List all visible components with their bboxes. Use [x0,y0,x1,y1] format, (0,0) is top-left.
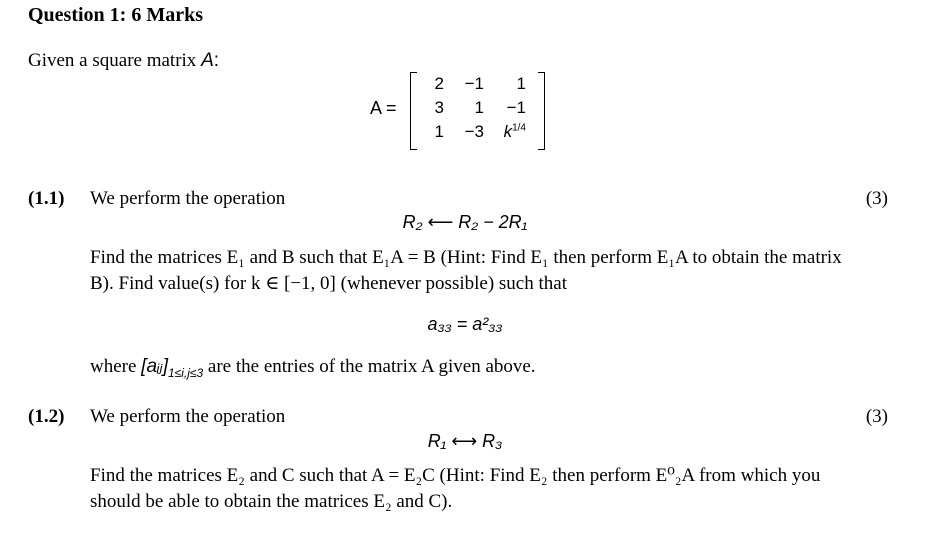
part-1-1-equation: a₃₃ = a²₃₃ [427,314,503,334]
matrix-k-exponent: 1/4 [512,122,526,134]
matrix-cell: −1 [506,98,526,117]
question-title: Question 1: 6 Marks [28,4,203,26]
part-1-1-paragraph: Find the matrices E₁ and B such that E₁A = B (Hint: Find E₁ then perform E₁A to obtain the matrix B). Find value(s) for k ∈ [−1, 0] (whenever possible) such that [90,247,842,294]
matrix-cell: 1 [434,122,444,141]
matrix-cell: 3 [434,98,444,117]
matrix-cell: −3 [464,122,484,141]
matrix-k: k [503,122,513,141]
intro-symbol: A [201,50,214,71]
part-1-1-where [90,355,536,380]
matrix-lhs: A = [370,98,397,118]
matrix-cell: 1 [516,74,526,93]
part-1-1-label: (1.1) [28,188,65,209]
part-1-2-lead: We perform the operation [90,406,286,427]
intro-text: Given a square matrix [28,50,197,71]
matrix-cell: −1 [464,74,484,93]
where-suffix: are the entries of the matrix A given above. [207,356,536,377]
part-1-1-lead: We perform the operation [90,188,286,209]
question-intro [28,50,219,72]
intro-colon: : [213,50,220,71]
matrix-right-bracket [538,72,545,150]
matrix-cell: 2 [434,74,444,93]
where-prefix: where [90,356,137,377]
part-1-1-operation: R₂ ⟵ R₂ − 2R₁ [402,212,528,232]
where-entry: [aᵢⱼ] [141,356,168,377]
part-1-1-marks: (3) [865,188,888,209]
matrix-cell-k [498,122,526,142]
part-1-2-label: (1.2) [28,406,65,427]
where-range: 1≤i,j≤3 [167,365,204,380]
matrix-cell: 1 [474,98,484,117]
part-1-2-marks: (3) [865,406,888,427]
part-1-2-operation: R₁ ⟷ R₃ [427,431,503,451]
part-1-2-paragraph: Find the matrices E₂ and C such that A = E₂C (Hint: Find E₂ then perform E⁰₂A from which you should be able to obtain the matrices E₂ and C). [90,465,821,512]
